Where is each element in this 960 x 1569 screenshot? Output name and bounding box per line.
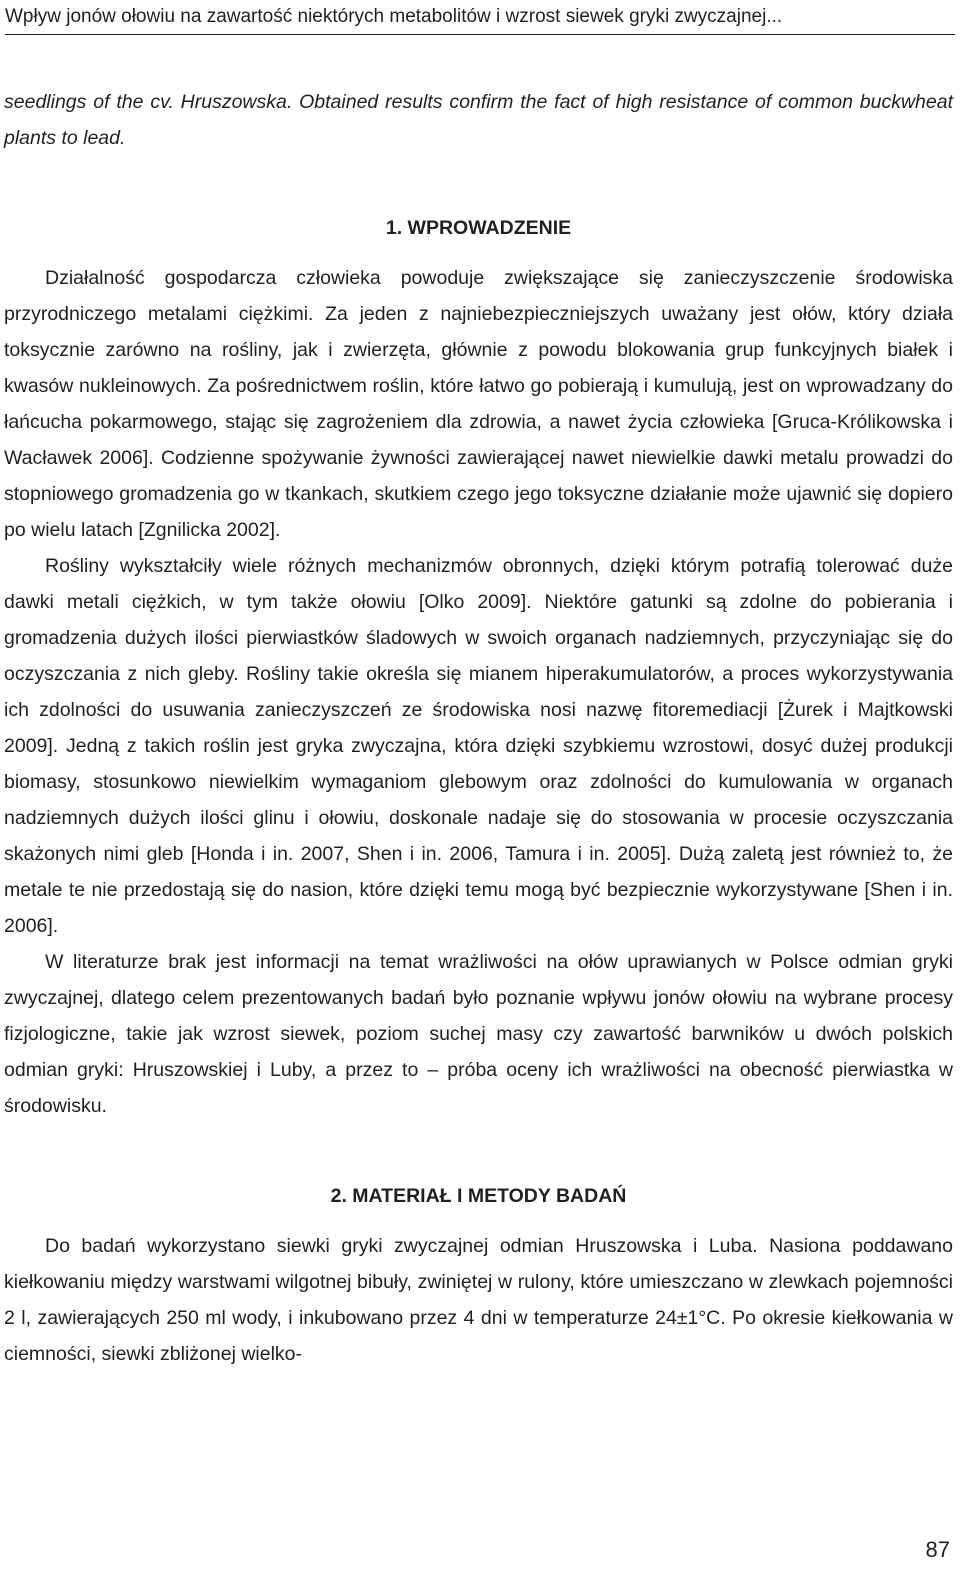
page-body: [4, 84, 953, 1372]
section-heading-materials-methods: 2. MATERIAŁ I METODY BADAŃ: [330, 1185, 627, 1207]
section-heading-introduction: 1. WPROWADZENIE: [385, 217, 572, 239]
body-paragraph: Do badań wykorzystano siewki gryki zwyczajnej odmian Hruszowska i Luba. Nasiona poddawano kiełkowaniu między warstwami wilgotnej bibuły, zwiniętej w rulony, które umieszczano w zlewkach pojemności 2 l, zawierających 250 ml wody, i inkubowano przez 4 dni w temperaturze 24±1°C. Po okresie kiełkowania w ciemności, siewki zbliżonej wielko-: [4, 1235, 953, 1365]
body-paragraph: Działalność gospodarcza człowieka powoduje zwiększające się zanieczyszczenie środowiska przyrodniczego metalami ciężkimi. Za jeden z najniebezpieczniejszych uważany jest ołów, który działa toksycznie zarówno na rośliny, jak i zwierzęta, głównie z powodu blokowania grup funkcyjnych białek i kwasów nukleinowych. Za pośrednictwem roślin, które łatwo go pobierają i kumulują, jest on wprowadzany do łańcucha pokarmowego, stając się zagrożeniem dla zdrowia, a nawet życia człowieka [Gruca-Królikowska i Wacławek 2006]. Codzienne spożywanie żywności zawierającej nawet niewielkie dawki metalu prowadzi do stopniowego gromadzenia go w tkankach, skutkiem czego jego toksyczne działanie może ujawnić się dopiero po wielu latach [Zgnilicka 2002].: [4, 267, 953, 541]
body-paragraph: W literaturze brak jest informacji na temat wrażliwości na ołów uprawianych w Polsce odmian gryki zwyczajnej, dlatego celem prezentowanych badań było poznanie wpływu jonów ołowiu na wybrane procesy fizjologiczne, takie jak wzrost siewek, poziom suchej masy czy zawartość barwników u dwóch polskich odmian gryki: Hruszowskiej i Luby, a przez to – próba oceny ich wrażliwości na obecność pierwiastka w środowisku.: [4, 951, 953, 1117]
page-number: 87: [925, 1537, 950, 1562]
running-header: Wpływ jonów ołowiu na zawartość niektórych metabolitów i wzrost siewek gryki zwyczajnej...: [5, 6, 783, 27]
header-divider: [5, 34, 955, 35]
body-paragraph: Rośliny wykształciły wiele różnych mechanizmów obronnych, dzięki którym potrafią tolerować duże dawki metali ciężkich, w tym także ołowiu [Olko 2009]. Niektóre gatunki są zdolne do pobierania i gromadzenia dużych ilości pierwiastków śladowych w swoich organach nadziemnych, przyczyniając się do oczyszczania z nich gleby. Rośliny takie określa się mianem hiperakumulatorów, a proces wykorzystywania ich zdolności do usuwania zanieczyszczeń ze środowiska nosi nazwę fitoremediacji [Żurek i Majtkowski 2009]. Jedną z takich roślin jest gryka zwyczajna, która dzięki szybkiemu wzrostowi, dosyć dużej produkcji biomasy, stosunkowo niewielkim wymaganiom glebowym oraz zdolności do kumulowania w organach nadziemnych dużych ilości glinu i ołowiu, doskonale nadaje się do stosowania w procesie oczyszczania skażonych nimi gleb [Honda i in. 2007, Shen i in. 2006, Tamura i in. 2005]. Dużą zaletą jest również to, że metale te nie przedostają się do nasion, które dzięki temu mogą być bezpiecznie wykorzystywane [Shen i in. 2006].: [4, 555, 953, 937]
abstract-continuation: seedlings of the cv. Hruszowska. Obtained results confirm the fact of high resistance of common buckwheat plants to lead.: [4, 91, 953, 149]
